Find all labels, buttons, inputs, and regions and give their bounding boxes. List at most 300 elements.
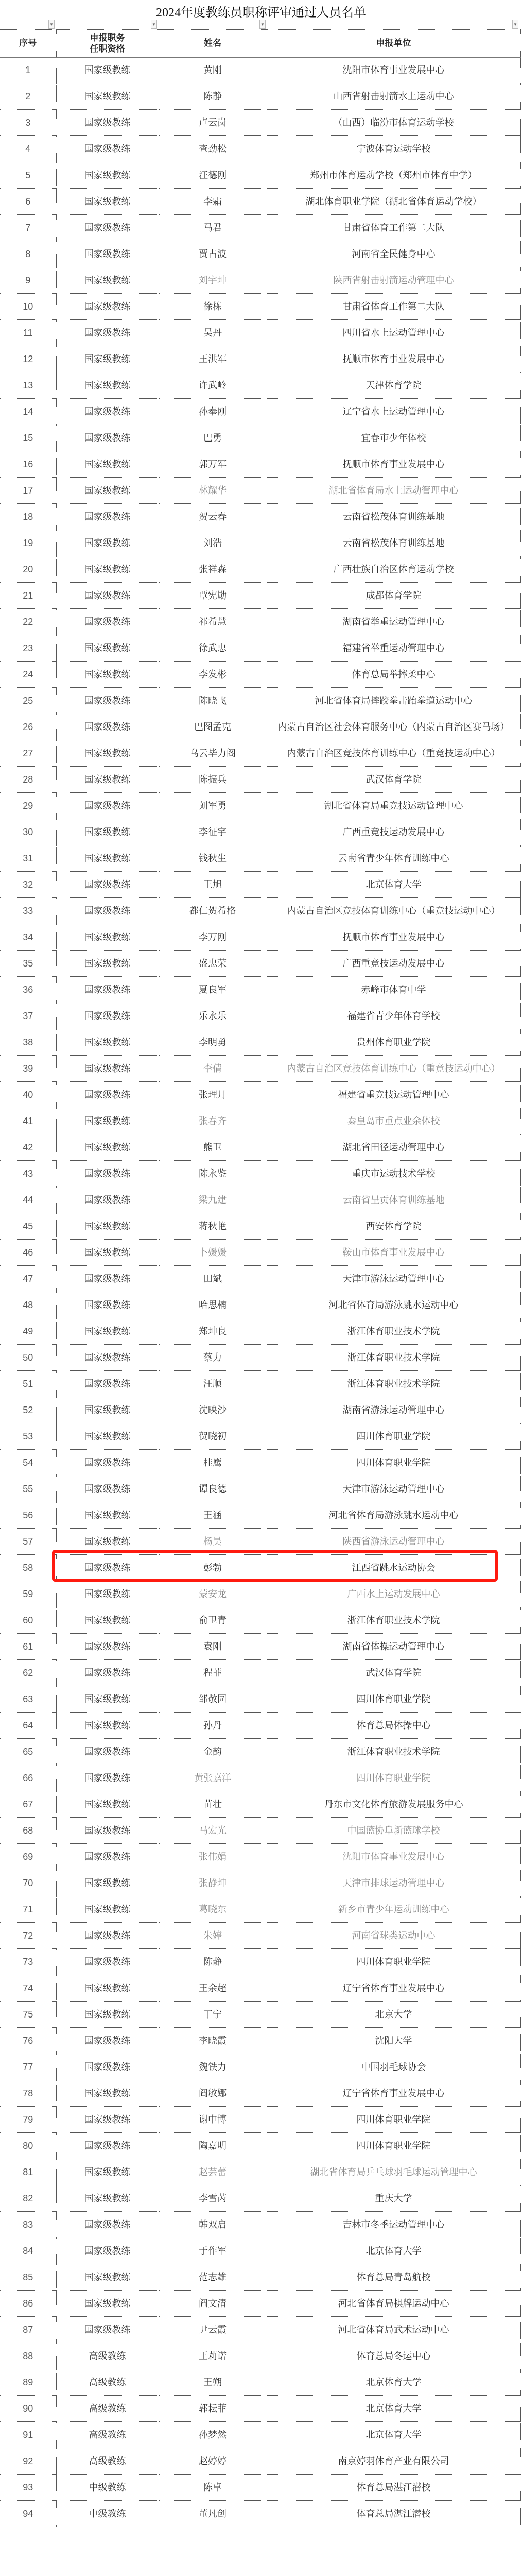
cell-name: 李万刚 <box>159 924 267 951</box>
table-row <box>0 1187 520 1213</box>
table-row <box>0 346 520 372</box>
header-no: 序号 <box>0 30 56 57</box>
cell-no: 25 <box>0 688 56 714</box>
cell-no: 28 <box>0 767 56 793</box>
cell-name: 卢云岗 <box>159 110 267 136</box>
cell-name: 苗壮 <box>159 1791 267 1818</box>
cell-unit: 福建省青少年体育学校 <box>267 1003 520 1029</box>
filter-dropdown-qualification[interactable] <box>151 20 157 29</box>
cell-no: 41 <box>0 1108 56 1134</box>
cell-name: 马宏光 <box>159 1818 267 1844</box>
cell-name: 李发彬 <box>159 662 267 688</box>
chevron-down-icon: ▼ <box>152 22 156 27</box>
table-row <box>0 1581 520 1607</box>
cell-unit: 河北省体育局游泳跳水运动中心 <box>267 1502 520 1529</box>
cell-no: 83 <box>0 2212 56 2238</box>
cell-name: 阎敏娜 <box>159 2080 267 2107</box>
cell-qualification: 国家级教练 <box>56 267 159 294</box>
approved-personnel-table <box>0 29 521 2527</box>
table-row <box>0 1423 520 1450</box>
cell-no: 6 <box>0 189 56 215</box>
table-row <box>0 2238 520 2264</box>
cell-name: 张春齐 <box>159 1108 267 1134</box>
cell-qualification: 国家级教练 <box>56 1686 159 1713</box>
table-row <box>0 294 520 320</box>
cell-name: 李霜 <box>159 189 267 215</box>
cell-name: 徐栋 <box>159 294 267 320</box>
cell-no: 94 <box>0 2501 56 2527</box>
cell-no: 24 <box>0 662 56 688</box>
cell-qualification: 国家级教练 <box>56 1056 159 1082</box>
cell-unit: 河北省体育局武术运动中心 <box>267 2317 520 2343</box>
cell-qualification: 国家级教练 <box>56 1791 159 1818</box>
cell-name: 汪顺 <box>159 1371 267 1397</box>
cell-name: 杨昊 <box>159 1529 267 1555</box>
table-row <box>0 1476 520 1502</box>
cell-no: 16 <box>0 451 56 478</box>
cell-no: 75 <box>0 2002 56 2028</box>
cell-name: 陈振兵 <box>159 767 267 793</box>
cell-no: 65 <box>0 1739 56 1765</box>
cell-qualification: 国家级教练 <box>56 845 159 872</box>
cell-name: 覃宪勋 <box>159 583 267 609</box>
cell-name: 李倩 <box>159 1056 267 1082</box>
cell-qualification: 国家级教练 <box>56 662 159 688</box>
cell-qualification: 国家级教练 <box>56 1660 159 1686</box>
table-row <box>0 924 520 951</box>
cell-unit: 赤峰市体育中学 <box>267 977 520 1003</box>
cell-unit: 天津体育学院 <box>267 372 520 399</box>
cell-name: 徐武忠 <box>159 635 267 662</box>
cell-unit: 辽宁省体育事业发展中心 <box>267 2080 520 2107</box>
cell-unit: 云南省松茂体育训练基地 <box>267 530 520 556</box>
cell-no: 19 <box>0 530 56 556</box>
cell-name: 范志雄 <box>159 2264 267 2291</box>
cell-unit: 重庆大学 <box>267 2185 520 2212</box>
cell-qualification: 高级教练 <box>56 2396 159 2422</box>
table-row <box>0 951 520 977</box>
table-row <box>0 1266 520 1292</box>
cell-qualification: 国家级教练 <box>56 1581 159 1607</box>
cell-no: 67 <box>0 1791 56 1818</box>
cell-unit: 四川体育职业学院 <box>267 1423 520 1450</box>
cell-qualification: 国家级教练 <box>56 1318 159 1345</box>
cell-no: 11 <box>0 320 56 346</box>
cell-name: 赵婷婷 <box>159 2448 267 2475</box>
cell-no: 30 <box>0 819 56 845</box>
cell-no: 48 <box>0 1292 56 1318</box>
cell-qualification: 国家级教练 <box>56 2238 159 2264</box>
cell-name: 李雪芮 <box>159 2185 267 2212</box>
cell-name: 张伟娟 <box>159 1844 267 1870</box>
cell-unit: 武汉体育学院 <box>267 767 520 793</box>
cell-no: 53 <box>0 1423 56 1450</box>
cell-qualification: 国家级教练 <box>56 215 159 241</box>
cell-qualification: 国家级教练 <box>56 898 159 924</box>
cell-qualification: 国家级教练 <box>56 504 159 530</box>
cell-name: 巴图孟克 <box>159 714 267 740</box>
cell-unit: 河北省体育局棋牌运动中心 <box>267 2291 520 2317</box>
cell-unit: 贵州体育职业学院 <box>267 1029 520 1056</box>
table-row <box>0 267 520 294</box>
cell-qualification: 国家级教练 <box>56 425 159 451</box>
table-row <box>0 1082 520 1108</box>
cell-no: 18 <box>0 504 56 530</box>
table-row <box>0 635 520 662</box>
cell-qualification: 国家级教练 <box>56 793 159 819</box>
cell-unit: 武汉体育学院 <box>267 1660 520 1686</box>
cell-name: 阎文清 <box>159 2291 267 2317</box>
header-unit: 申报单位 <box>267 30 520 57</box>
cell-unit: 体育总局湛江潜校 <box>267 2501 520 2527</box>
cell-name: 张理月 <box>159 1082 267 1108</box>
cell-qualification: 国家级教练 <box>56 346 159 372</box>
cell-name: 刘军勇 <box>159 793 267 819</box>
cell-unit: 湖北省体育局重竞技运动管理中心 <box>267 793 520 819</box>
cell-unit: 体育总局湛江潜校 <box>267 2475 520 2501</box>
table-row <box>0 2475 520 2501</box>
cell-no: 45 <box>0 1213 56 1240</box>
cell-no: 64 <box>0 1713 56 1739</box>
cell-qualification: 国家级教练 <box>56 1713 159 1739</box>
table-row <box>0 1056 520 1082</box>
cell-name: 王涵 <box>159 1502 267 1529</box>
cell-no: 66 <box>0 1765 56 1791</box>
cell-unit: 抚顺市体育事业发展中心 <box>267 346 520 372</box>
cell-qualification: 国家级教练 <box>56 1213 159 1240</box>
page-title: 2024年度教练员职称评审通过人员名单 <box>156 6 366 20</box>
table-row <box>0 1634 520 1660</box>
cell-name: 孙丹 <box>159 1713 267 1739</box>
cell-qualification: 国家级教练 <box>56 635 159 662</box>
cell-qualification: 国家级教练 <box>56 688 159 714</box>
cell-no: 44 <box>0 1187 56 1213</box>
table-row <box>0 1003 520 1029</box>
cell-name: 桂鹰 <box>159 1450 267 1476</box>
cell-no: 61 <box>0 1634 56 1660</box>
table-row <box>0 2501 520 2527</box>
cell-unit: 河北省体育局摔跤拳击跆拳道运动中心 <box>267 688 520 714</box>
cell-name: 查劲松 <box>159 136 267 162</box>
table-row <box>0 2080 520 2107</box>
cell-no: 60 <box>0 1607 56 1634</box>
cell-unit: 体育总局体操中心 <box>267 1713 520 1739</box>
table-row <box>0 1949 520 1975</box>
cell-name: 邹敬园 <box>159 1686 267 1713</box>
cell-no: 79 <box>0 2107 56 2133</box>
cell-no: 84 <box>0 2238 56 2264</box>
table-row <box>0 1371 520 1397</box>
cell-qualification: 国家级教练 <box>56 951 159 977</box>
cell-qualification: 国家级教练 <box>56 1003 159 1029</box>
cell-name: 俞卫青 <box>159 1607 267 1634</box>
cell-name: 贾占波 <box>159 241 267 267</box>
table-row <box>0 1213 520 1240</box>
table-row <box>0 2159 520 2185</box>
cell-qualification: 国家级教练 <box>56 2185 159 2212</box>
cell-qualification: 中级教练 <box>56 2475 159 2501</box>
cell-qualification: 国家级教练 <box>56 478 159 504</box>
cell-qualification: 国家级教练 <box>56 1240 159 1266</box>
cell-unit: 体育总局冬运中心 <box>267 2343 520 2369</box>
cell-unit: 北京大学 <box>267 2002 520 2028</box>
cell-no: 70 <box>0 1870 56 1896</box>
cell-unit: 浙江体育职业技术学院 <box>267 1318 520 1345</box>
cell-no: 13 <box>0 372 56 399</box>
cell-qualification: 国家级教练 <box>56 2317 159 2343</box>
table-row <box>0 1607 520 1634</box>
table-row <box>0 2054 520 2080</box>
cell-qualification: 国家级教练 <box>56 1896 159 1923</box>
cell-unit: 四川体育职业学院 <box>267 1450 520 1476</box>
cell-name: 刘宇坤 <box>159 267 267 294</box>
cell-no: 63 <box>0 1686 56 1713</box>
cell-no: 86 <box>0 2291 56 2317</box>
cell-unit: 甘肃省体育工作第二大队 <box>267 294 520 320</box>
cell-name: 谭良德 <box>159 1476 267 1502</box>
table-row <box>0 688 520 714</box>
cell-no: 73 <box>0 1949 56 1975</box>
cell-qualification: 国家级教练 <box>56 451 159 478</box>
cell-no: 23 <box>0 635 56 662</box>
table-row <box>0 1555 520 1581</box>
cell-name: 程菲 <box>159 1660 267 1686</box>
cell-name: 孙奉刚 <box>159 399 267 425</box>
cell-name: 陈晓飞 <box>159 688 267 714</box>
table-row <box>0 1975 520 2002</box>
cell-unit: 湖北省田径运动管理中心 <box>267 1134 520 1161</box>
cell-unit: 四川体育职业学院 <box>267 1686 520 1713</box>
cell-qualification: 国家级教练 <box>56 320 159 346</box>
table-row <box>0 2369 520 2396</box>
cell-no: 76 <box>0 2028 56 2054</box>
cell-no: 91 <box>0 2422 56 2448</box>
table-row <box>0 1450 520 1476</box>
cell-qualification: 国家级教练 <box>56 2107 159 2133</box>
table-row <box>0 609 520 635</box>
cell-no: 50 <box>0 1345 56 1371</box>
cell-no: 72 <box>0 1923 56 1949</box>
cell-qualification: 国家级教练 <box>56 83 159 110</box>
cell-unit: 山西省射击射箭水上运动中心 <box>267 83 520 110</box>
table-row <box>0 2133 520 2159</box>
cell-unit: 湖南省举重运动管理中心 <box>267 609 520 635</box>
cell-qualification: 国家级教练 <box>56 1292 159 1318</box>
cell-no: 1 <box>0 57 56 83</box>
table-row <box>0 57 520 83</box>
cell-qualification: 国家级教练 <box>56 241 159 267</box>
cell-name: 王朔 <box>159 2369 267 2396</box>
cell-no: 56 <box>0 1502 56 1529</box>
cell-qualification: 国家级教练 <box>56 583 159 609</box>
table-row <box>0 215 520 241</box>
cell-name: 陶嘉明 <box>159 2133 267 2159</box>
cell-name: 汪德刚 <box>159 162 267 189</box>
table-row <box>0 2396 520 2422</box>
cell-unit: 重庆市运动技术学校 <box>267 1161 520 1187</box>
cell-name: 盛忠荣 <box>159 951 267 977</box>
filter-dropdown-unit[interactable] <box>512 20 518 29</box>
cell-name: 哈思楠 <box>159 1292 267 1318</box>
cell-no: 7 <box>0 215 56 241</box>
cell-unit: 丹东市文化体育旅游发展服务中心 <box>267 1791 520 1818</box>
cell-qualification: 国家级教练 <box>56 714 159 740</box>
filter-dropdown-no[interactable] <box>48 20 55 29</box>
cell-unit: 江西省跳水运动协会 <box>267 1555 520 1581</box>
cell-no: 17 <box>0 478 56 504</box>
chevron-down-icon: ▼ <box>260 22 265 27</box>
table-row <box>0 1161 520 1187</box>
cell-no: 34 <box>0 924 56 951</box>
cell-qualification: 国家级教练 <box>56 2264 159 2291</box>
table-body <box>0 57 520 2527</box>
cell-unit: 北京体育大学 <box>267 872 520 898</box>
cell-unit: 北京体育大学 <box>267 2396 520 2422</box>
table-row <box>0 1502 520 1529</box>
cell-name: 李晓霞 <box>159 2028 267 2054</box>
cell-unit: 南京婷羽体育产业有限公司 <box>267 2448 520 2475</box>
table-row <box>0 793 520 819</box>
table-row <box>0 898 520 924</box>
table-row <box>0 872 520 898</box>
cell-name: 陈永鉴 <box>159 1161 267 1187</box>
cell-name: 刘浩 <box>159 530 267 556</box>
cell-no: 71 <box>0 1896 56 1923</box>
header-qualification-line2: 任职资格 <box>90 43 125 54</box>
cell-unit: 郑州市体育运动学校（郑州市体育中学） <box>267 162 520 189</box>
cell-name: 许武岭 <box>159 372 267 399</box>
cell-name: 郑坤良 <box>159 1318 267 1345</box>
table-row <box>0 1844 520 1870</box>
cell-no: 47 <box>0 1266 56 1292</box>
cell-no: 90 <box>0 2396 56 2422</box>
cell-qualification: 国家级教练 <box>56 609 159 635</box>
cell-no: 88 <box>0 2343 56 2369</box>
cell-name: 都仁贺希格 <box>159 898 267 924</box>
cell-qualification: 国家级教练 <box>56 1397 159 1423</box>
cell-name: 张祥森 <box>159 556 267 583</box>
cell-unit: 天津市游泳运动管理中心 <box>267 1266 520 1292</box>
cell-no: 82 <box>0 2185 56 2212</box>
cell-qualification: 国家级教练 <box>56 399 159 425</box>
cell-qualification: 国家级教练 <box>56 1765 159 1791</box>
cell-no: 29 <box>0 793 56 819</box>
cell-qualification: 国家级教练 <box>56 530 159 556</box>
cell-name: 李征宇 <box>159 819 267 845</box>
cell-unit: 沈阳大学 <box>267 2028 520 2054</box>
cell-name: 孙梦然 <box>159 2422 267 2448</box>
cell-no: 27 <box>0 740 56 767</box>
cell-no: 9 <box>0 267 56 294</box>
cell-name: 陈静 <box>159 83 267 110</box>
cell-no: 89 <box>0 2369 56 2396</box>
cell-qualification: 国家级教练 <box>56 162 159 189</box>
table-row <box>0 2185 520 2212</box>
cell-name: 吴丹 <box>159 320 267 346</box>
cell-unit: 成都体育学院 <box>267 583 520 609</box>
cell-no: 74 <box>0 1975 56 2002</box>
cell-qualification: 国家级教练 <box>56 1739 159 1765</box>
cell-no: 39 <box>0 1056 56 1082</box>
cell-name: 彭勃 <box>159 1555 267 1581</box>
cell-qualification: 国家级教练 <box>56 2028 159 2054</box>
table-row <box>0 740 520 767</box>
table-row <box>0 977 520 1003</box>
cell-unit: 沈阳市体育事业发展中心 <box>267 1844 520 1870</box>
table-row <box>0 530 520 556</box>
cell-name: 赵芸蕾 <box>159 2159 267 2185</box>
cell-qualification: 国家级教练 <box>56 1423 159 1450</box>
cell-name: 郭万军 <box>159 451 267 478</box>
cell-unit: 湖南省游泳运动管理中心 <box>267 1397 520 1423</box>
cell-unit: 内蒙古自治区竞技体育训练中心（重竞技运动中心） <box>267 898 520 924</box>
cell-no: 43 <box>0 1161 56 1187</box>
cell-unit: 西安体育学院 <box>267 1213 520 1240</box>
cell-qualification: 国家级教练 <box>56 1187 159 1213</box>
table-row <box>0 767 520 793</box>
cell-unit: 四川体育职业学院 <box>267 2107 520 2133</box>
table-row <box>0 1660 520 1686</box>
cell-no: 42 <box>0 1134 56 1161</box>
cell-no: 22 <box>0 609 56 635</box>
cell-no: 32 <box>0 872 56 898</box>
cell-no: 14 <box>0 399 56 425</box>
cell-name: 于作军 <box>159 2238 267 2264</box>
header-qualification <box>56 30 159 57</box>
cell-unit: 广西重竞技运动发展中心 <box>267 819 520 845</box>
cell-name: 张静坤 <box>159 1870 267 1896</box>
table-row <box>0 2317 520 2343</box>
cell-no: 26 <box>0 714 56 740</box>
cell-name: 蔡力 <box>159 1345 267 1371</box>
cell-qualification: 国家级教练 <box>56 1450 159 1476</box>
cell-unit: 湖北省体育局水上运动管理中心 <box>267 478 520 504</box>
cell-name: 夏良军 <box>159 977 267 1003</box>
cell-name: 梁九建 <box>159 1187 267 1213</box>
cell-no: 93 <box>0 2475 56 2501</box>
cell-name: 田斌 <box>159 1266 267 1292</box>
cell-unit: 广西重竞技运动发展中心 <box>267 951 520 977</box>
cell-name: 丁宁 <box>159 2002 267 2028</box>
cell-no: 87 <box>0 2317 56 2343</box>
cell-qualification: 国家级教练 <box>56 372 159 399</box>
chevron-down-icon: ▼ <box>49 22 54 27</box>
cell-unit: 湖北省体育局乒乓球羽毛球运动管理中心 <box>267 2159 520 2185</box>
chevron-down-icon: ▼ <box>513 22 517 27</box>
cell-qualification: 国家级教练 <box>56 1975 159 2002</box>
filter-dropdown-name[interactable] <box>259 20 266 29</box>
table-row <box>0 504 520 530</box>
cell-qualification: 国家级教练 <box>56 1082 159 1108</box>
cell-name: 沈映沙 <box>159 1397 267 1423</box>
table-row <box>0 241 520 267</box>
table-row <box>0 662 520 688</box>
cell-unit: 中国篮协阜新篮球学校 <box>267 1818 520 1844</box>
cell-unit: 河南省全民健身中心 <box>267 241 520 267</box>
cell-name: 谢中博 <box>159 2107 267 2133</box>
cell-unit: 陕西省游泳运动管理中心 <box>267 1529 520 1555</box>
cell-no: 46 <box>0 1240 56 1266</box>
cell-no: 51 <box>0 1371 56 1397</box>
table-row <box>0 136 520 162</box>
cell-qualification: 国家级教练 <box>56 1555 159 1581</box>
cell-name: 陈卓 <box>159 2475 267 2501</box>
cell-unit: 浙江体育职业技术学院 <box>267 1371 520 1397</box>
cell-unit: 福建省举重运动管理中心 <box>267 635 520 662</box>
cell-name: 乐永乐 <box>159 1003 267 1029</box>
cell-unit: 四川省水上运动管理中心 <box>267 320 520 346</box>
cell-unit: （山西）临汾市体育运动学校 <box>267 110 520 136</box>
